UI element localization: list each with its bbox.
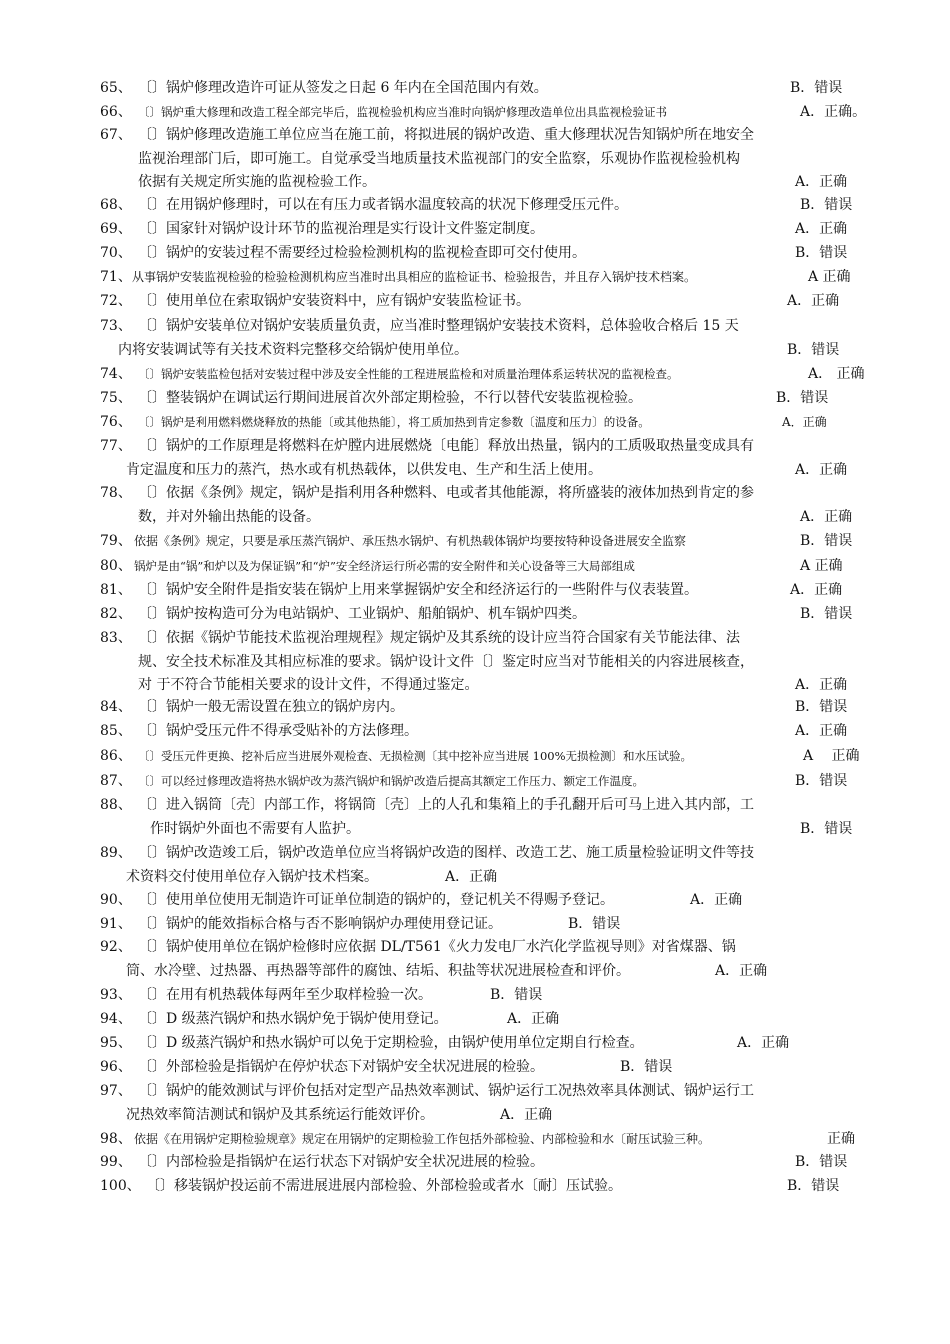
question-text: 况热效率简洁测试和锅炉及其系统运行能效评价。	[126, 1106, 434, 1123]
question-text: 〔〕移装锅炉投运前不需进展进展内部检验、外部检验或者水〔耐〕压试验。	[146, 1178, 622, 1194]
question-text: 〔〕锅炉按构造可分为电站锅炉、工业锅炉、船舶锅炉、机车锅炉四类。	[138, 606, 586, 622]
question-number: 91、	[100, 916, 132, 932]
answer: A．正确	[795, 221, 848, 237]
answer: B．错误	[800, 197, 853, 213]
question-text: 〔〕外部检验是指锅炉在停炉状态下对锅炉安全状况进展的检验。	[138, 1059, 544, 1075]
answer: A 正确	[803, 748, 860, 764]
question-number: 96、	[100, 1059, 132, 1075]
question-text: 内将安装调试等有关技术资料完整移交给锅炉使用单位。	[118, 341, 468, 358]
question-number: 75、	[100, 390, 132, 406]
answer: A．正确	[800, 509, 853, 525]
question-text: 〔〕锅炉受压元件不得承受贴补的方法修理。	[138, 723, 418, 739]
question-text: 〔〕锅炉的安装过程不需要经过检验检测机构的监视检查即可交付使用。	[138, 245, 586, 261]
question-number: 82、	[100, 606, 132, 622]
question-number: 92、	[100, 939, 132, 955]
answer: B．错误	[776, 390, 829, 406]
answer: A．正确	[787, 293, 840, 309]
question-number: 77、	[100, 438, 132, 454]
question-text: 〔〕依据《锅炉节能技术监视治理规程》规定锅炉及其系统的设计应当符合国家有关节能法律、法	[138, 630, 740, 646]
answer: A．正确	[715, 963, 768, 979]
answer: A．正确	[795, 462, 848, 478]
answer: A．正确	[507, 1011, 560, 1027]
question-text: 〔〕使用单位使用无制造许可证单位制造的锅炉的，登记机关不得赐予登记。	[138, 892, 614, 908]
question-text: 〔〕D 级蒸汽锅炉和热水锅炉可以免于定期检验，由锅炉使用单位定期自行检查。	[138, 1035, 644, 1051]
question-number: 97、	[100, 1083, 132, 1099]
question-number: 85、	[100, 723, 132, 739]
answer: B．错误	[795, 699, 848, 715]
question-number: 67、	[100, 127, 132, 143]
question-text: 〔〕在用有机热载体每两年至少取样检验一次。	[138, 987, 432, 1003]
question-text: 〔〕国家针对锅炉设计环节的监视治理是实行设计文件鉴定制度。	[138, 221, 544, 237]
question-text: 〔〕锅炉修理改造施工单位应当在施工前，将拟进展的锅炉改造、重大修理状况告知锅炉所在地安全	[138, 127, 754, 143]
answer: A 正确	[800, 558, 843, 574]
answer: B．错误	[795, 245, 848, 261]
question-text: 〔〕整装锅炉在调试运行期间进展首次外部定期检验，不行以替代安装监视检验。	[138, 390, 642, 406]
question-text: 〔〕锅炉改造竣工后，锅炉改造单位应当将锅炉改造的图样、改造工艺、施工质量检验证明文件等技	[138, 845, 754, 861]
question-number: 87、	[100, 773, 132, 789]
question-number: 68、	[100, 197, 132, 213]
question-text: 肯定温度和压力的蒸汽，热水或有机热载体，以供发电、生产和生活上使用。	[126, 461, 602, 478]
answer: A．正确	[795, 174, 848, 190]
question-text: 〔〕锅炉安装单位对锅炉安装质量负责，应当准时整理锅炉安装技术资料，总体验收合格后 15 天	[138, 318, 739, 334]
question-text: 对 于不符合节能相关要求的设计文件，不得通过鉴定。	[138, 677, 479, 693]
question-number: 86、	[100, 748, 132, 764]
question-number: 90、	[100, 892, 132, 908]
answer: B．错误	[490, 987, 543, 1003]
question-number: 76、	[100, 414, 132, 430]
answer: 正确	[827, 1131, 855, 1147]
question-text: 作时锅炉外面也不需要有人监护。	[150, 820, 360, 837]
question-number: 95、	[100, 1035, 132, 1051]
question-number: 83、	[100, 630, 132, 646]
question-text: 监视治理部门后，即可施工。自觉承受当地质量技术监视部门的安全监察，乐观协作监视检验机构	[138, 150, 740, 167]
question-text: 〔〕内部检验是指锅炉在运行状态下对锅炉安全状况进展的检验。	[138, 1154, 544, 1170]
question-number: 73、	[100, 318, 132, 334]
question-text: 〔〕使用单位在索取锅炉安装资料中，应有锅炉安装监检证书。	[138, 293, 530, 309]
question-text: 〔〕在用锅炉修理时，可以在有压力或者锅水温度较高的状况下修理受压元件。	[138, 197, 628, 213]
question-number: 100、	[100, 1178, 141, 1194]
answer: A．正确	[737, 1035, 790, 1051]
question-text: 〔〕可以经过修理改造将热水锅炉改为蒸汽锅炉和锅炉改造后提高其额定工作压力、额定工作温度。	[138, 774, 644, 788]
question-text: 〔〕锅炉安装监检包括对安装过程中涉及安全性能的工程进展监检和对质量治理体系运转状况的监视检查。	[138, 367, 679, 381]
answer: A．正确	[690, 892, 743, 908]
answer: A．正确	[782, 415, 827, 429]
answer: A．正确	[445, 869, 498, 885]
question-number: 65、	[100, 80, 132, 96]
answer: A．正确	[795, 723, 848, 739]
answer: B．错误	[790, 80, 843, 96]
question-number: 98、	[100, 1131, 132, 1147]
question-text: 规、安全技术标准及其相应标准的要求。锅炉设计文件〔〕鉴定时应当对节能相关的内容进展核查，	[138, 653, 754, 670]
question-number: 74、	[100, 366, 132, 382]
question-text: 〔〕锅炉的工作原理是将燃料在炉膛内进展燃烧〔电能〕释放出热量，锅内的工质吸取热量变成具有	[138, 438, 754, 454]
question-text: 〔〕锅炉的能效测试与评价包括对定型产品热效率测试、锅炉运行工况热效率具体测试、锅炉运行工	[138, 1083, 754, 1099]
answer: B．错误	[620, 1059, 673, 1075]
question-text: 从事锅炉安装监视检验的检验检测机构应当准时出具相应的监检证书、检验报告，并且存入锅炉技术档案。	[132, 270, 697, 284]
question-text: 〔〕受压元件更换、挖补后应当进展外观检查、无损检测〔其中挖补应当进展 100%无损检测〕和水压试验。	[138, 749, 693, 763]
question-text: 数，并对外输出热能的设备。	[138, 508, 320, 525]
answer: A．正确。	[800, 104, 867, 120]
question-text: 〔〕D 级蒸汽锅炉和热水锅炉免于锅炉使用登记。	[138, 1011, 448, 1027]
answer: B．错误	[787, 1178, 840, 1194]
question-text: 依据有关规定所实施的监视检验工作。	[138, 174, 376, 190]
question-text: 依据《条例》规定，只要是承压蒸汽锅炉、承压热水锅炉、有机热载体锅炉均要按特种设备进展安全监察	[134, 534, 687, 548]
question-number: 84、	[100, 699, 132, 715]
question-number: 81、	[100, 582, 132, 598]
question-number: 88、	[100, 797, 132, 813]
answer: B．错误	[795, 1154, 848, 1170]
question-text: 〔〕锅炉使用单位在锅炉检修时应依据 DL/T561《火力发电厂水汽化学监视导则》对省煤器、锅	[138, 939, 736, 955]
question-number: 70、	[100, 245, 132, 261]
answer: B．错误	[800, 533, 853, 549]
question-text: 〔〕锅炉的能效指标合格与否不影响锅炉办理使用登记证。	[138, 916, 502, 932]
question-text: 〔〕锅炉安全附件是指安装在锅炉上用来掌握锅炉安全和经济运行的一些附件与仪表装置。	[138, 582, 698, 598]
answer: A 正确	[808, 269, 851, 285]
answer: B．错误	[800, 821, 853, 837]
question-number: 72、	[100, 293, 132, 309]
question-text: 术资料交付使用单位存入锅炉技术档案。	[126, 868, 378, 885]
question-text: 〔〕锅炉修理改造许可证从签发之日起 6 年内在全国范围内有效。	[138, 80, 548, 96]
question-number: 99、	[100, 1154, 132, 1170]
answer: B．错误	[800, 606, 853, 622]
question-number: 78、	[100, 485, 132, 501]
question-text: 〔〕进入锅筒〔壳〕内部工作，将锅筒〔壳〕上的人孔和集箱上的手孔翻开后可马上进入其内部，工	[138, 797, 754, 813]
answer: B．错误	[568, 916, 621, 932]
question-number: 94、	[100, 1011, 132, 1027]
question-number: 80、	[100, 558, 132, 574]
question-text: 锅炉是由“锅”和炉以及为保证锅”和“炉”安全经济运行所必需的安全附件和关心设备等三大局部组成	[134, 559, 635, 573]
question-text: 筒、水冷壁、过热器、再热器等部件的腐蚀、结垢、积盐等状况进展检查和评价。	[126, 962, 630, 979]
question-number: 79、	[100, 533, 132, 549]
question-number: 69、	[100, 221, 132, 237]
question-text: 依据《在用锅炉定期检验规章》规定在用锅炉的定期检验工作包括外部检验、内部检验和水〔耐压试验三种。	[134, 1132, 711, 1146]
question-number: 71、	[100, 269, 132, 285]
question-text: 〔〕依据《条例》规定，锅炉是指利用各种燃料、电或者其他能源，将所盛装的液体加热到肯定的参	[138, 485, 754, 501]
answer: A．正确	[500, 1107, 553, 1123]
question-number: 66、	[100, 104, 132, 120]
question-number: 93、	[100, 987, 132, 1003]
question-text: 〔〕锅炉重大修理和改造工程全部完毕后，监视检验机构应当准时向锅炉修理改造单位出具监视检验证书	[138, 105, 667, 119]
answer: A． 正确	[808, 366, 865, 382]
question-number: 89、	[100, 845, 132, 861]
question-text: 〔〕锅炉是利用燃料燃烧释放的热能〔或其他热能〕，将工质加热到肯定参数〔温度和压力〕的设备。	[138, 415, 650, 429]
answer: A．正确	[790, 582, 843, 598]
answer: B．错误	[787, 342, 840, 358]
question-text: 〔〕锅炉一般无需设置在独立的锅炉房内。	[138, 699, 404, 715]
answer: A．正确	[795, 677, 848, 693]
answer: B．错误	[795, 773, 848, 789]
